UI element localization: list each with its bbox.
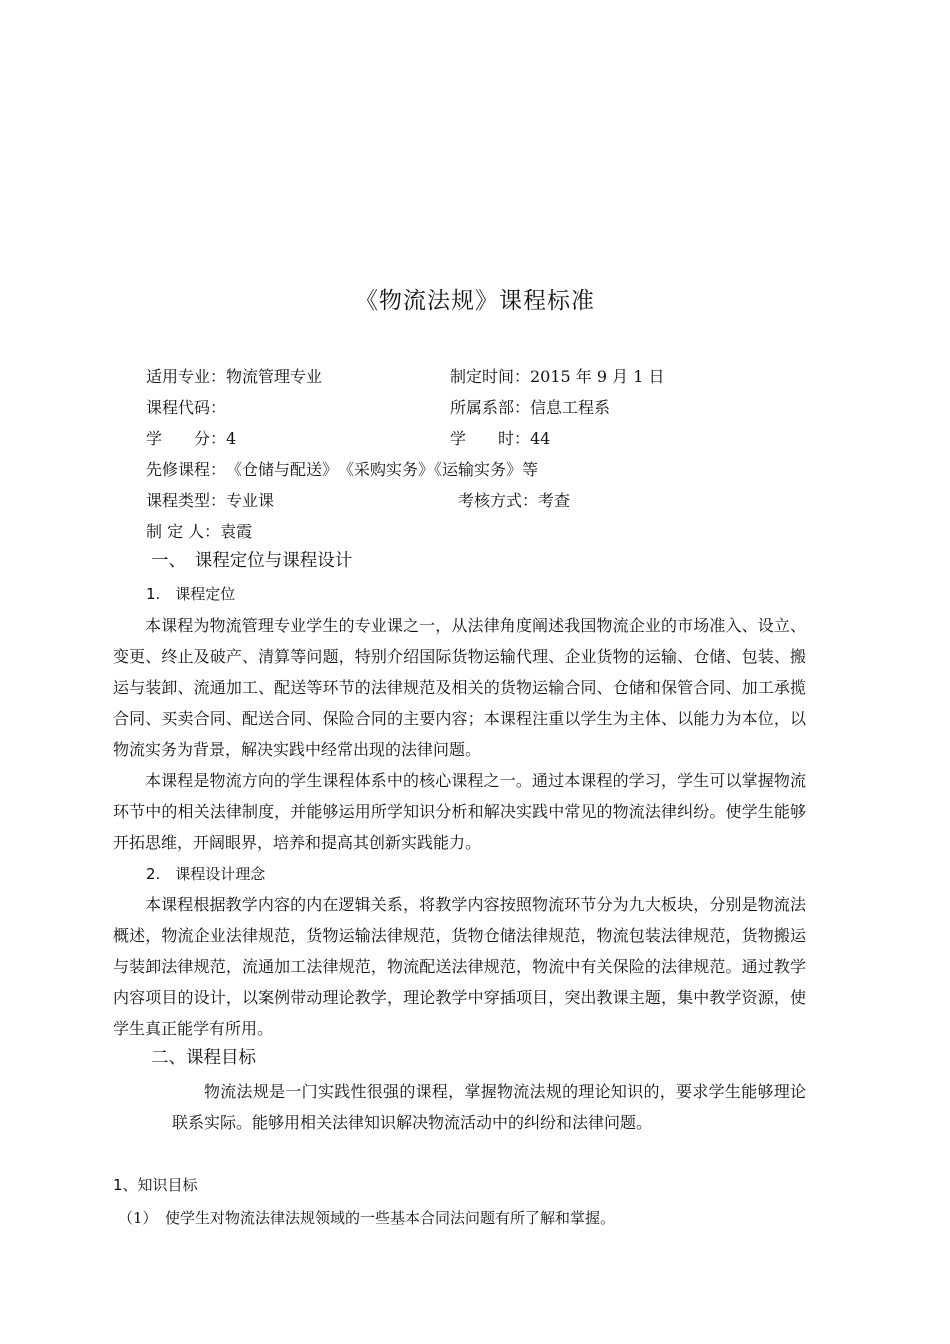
section2-heading: 二、课程目标	[151, 1048, 256, 1068]
course-code: 课程代码：	[146, 398, 227, 417]
department: 所属系部：信息工程系	[450, 398, 611, 417]
knowledge-objective-heading: 1、知识目标	[113, 1176, 198, 1194]
course-objective-paragraph: 物流法规是一门实践性很强的课程，掌握物流法规的理论知识的，要求学生能够理论联系实际。能够用相关法律知识解决物流活动中的纠纷和法律问题。	[172, 1082, 806, 1132]
subsection-course-positioning-heading: 1. 课程定位	[146, 585, 236, 603]
knowledge-objective-item-1: （1） 使学生对物流法律法规领域的一些基本合同法问题有所了解和掌握。	[118, 1209, 616, 1227]
applicable-major: 适用专业：物流管理专业	[146, 367, 323, 386]
document-title: 《物流法规》课程标准	[355, 288, 595, 314]
section1-heading: 一、 课程定位与课程设计	[151, 551, 353, 571]
author: 制 定 人：袁霞	[146, 522, 253, 541]
assessment-method: 考核方式：考查	[458, 491, 571, 510]
subsection-design-concept-heading: 2. 课程设计理念	[146, 865, 266, 883]
prerequisite-courses: 先修课程： 《仓储与配送》 《采购实务》《运输实务》等	[146, 460, 539, 479]
creation-date: 制定时间：2015 年 9 月 1 日	[450, 367, 665, 386]
course-positioning-paragraph-1: 本课程为物流管理专业学生的专业课之一，从法律角度阐述我国物流企业的市场准入、设立、变更、终止及破产、清算等问题，特别介绍国际货物运输代理、企业货物的运输、仓储、包装、搬运与装卸、流通加工、配送等环节的法律规范及相关的货物运输合同、仓储和保管合同、加工承揽合同、买卖合同、配送合同、保险合同的主要内容；本课程注重以学生为主体、以能力为本位，以物流实务为背景，解决实践中经常出现的法律问题。	[113, 616, 806, 759]
class-hours: 学 时：44	[450, 429, 551, 448]
credits: 学 分：4	[146, 429, 237, 448]
course-positioning-paragraph-2: 本课程是物流方向的学生课程体系中的核心课程之一。通过本课程的学习，学生可以掌握物流环节中的相关法律制度，并能够运用所学知识分析和解决实践中常见的物流法律纠纷。使学生能够开拓思维，开阔眼界，培养和提高其创新实践能力。	[113, 771, 806, 852]
design-concept-paragraph: 本课程根据教学内容的内在逻辑关系，将教学内容按照物流环节分为九大板块，分别是物流法概述，物流企业法律规范，货物运输法律规范，货物仓储法律规范，物流包装法律规范，货物搬运与装卸法律规范，流通加工法律规范，物流配送法律规范，物流中有关保险的法律规范。通过教学内容项目的设计，以案例带动理论教学，理论教学中穿插项目，突出教课主题，集中教学资源，使学生真正能学有所用。	[113, 895, 806, 1038]
course-type: 课程类型：专业课	[146, 491, 275, 510]
